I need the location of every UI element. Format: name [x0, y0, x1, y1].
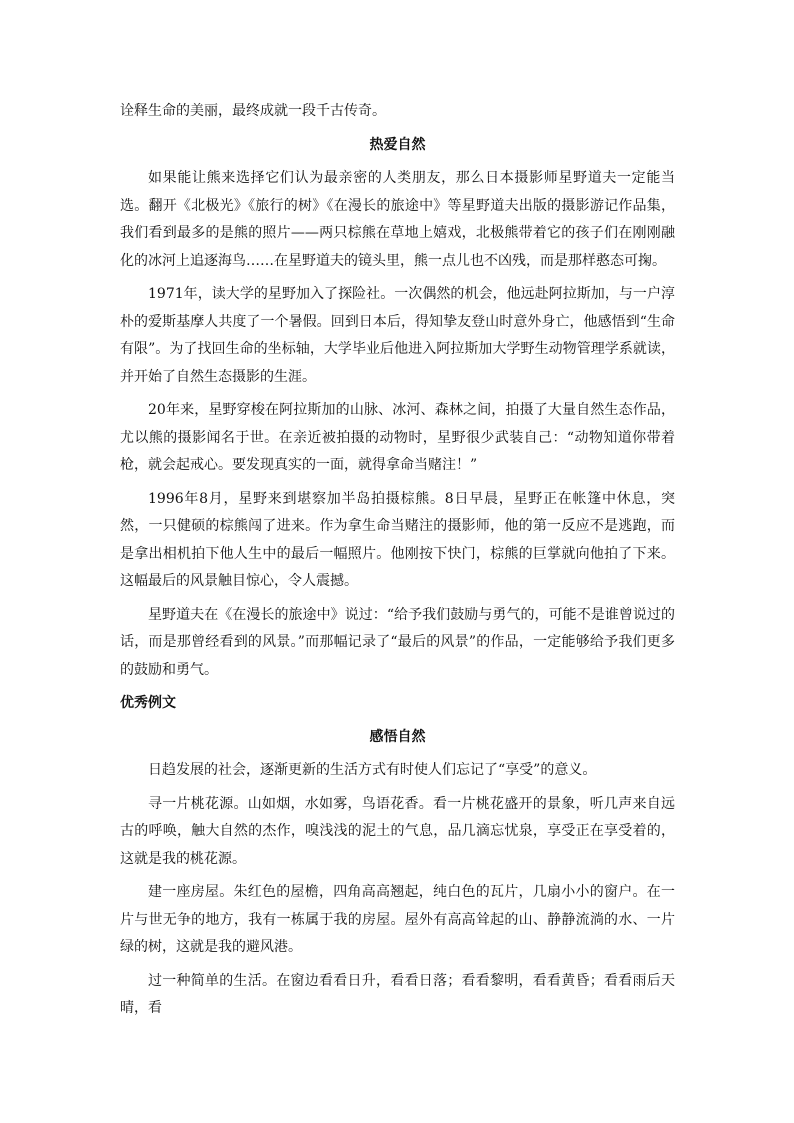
article1-paragraph: 如果能让熊来选择它们认为最亲密的人类朋友，那么日本摄影师星野道夫一定能当选。翻开《北极光》《旅行的树》《在漫长的旅途中》等星野道夫出版的摄影游记作品集，我们看到最多的是熊的照片——两只棕熊在草地上嬉戏，北极熊带着它的孩子们在刚刚融化的冰河上追逐海鸟……在星野道夫的镜头里，熊一点儿也不凶残，而是那样憨态可掬。: [120, 170, 675, 269]
document-page: [120, 98, 675, 1029]
article2-paragraph: 建一座房屋。朱红色的屋檐，四角高高翘起，纯白色的瓦片，几扇小小的窗户。在一片与世无争的地方，我有一栋属于我的房屋。屋外有高高耸起的山、静静流淌的水、一片绿的树，这就是我的避风港。: [120, 884, 675, 955]
article-title-rear-love-nature: 热爱自然: [369, 136, 426, 153]
article1-paragraph: 星野道夫在《在漫长的旅途中》说过：“给予我们鼓励与勇气的，可能不是谁曾说过的话，而是那曾经看到的风景。”而那幅记录了“最后的风景”的作品，一定能够给予我们更多的鼓励和勇气。: [120, 606, 675, 678]
section-label-excellent-essay: 优秀例文: [120, 695, 176, 711]
article1-paragraph: 20年来，星野穿梭在阿拉斯加的山脉、冰河、森林之间，拍摄了大量自然生态作品，尤以熊的摄影闻名于世。在亲近被拍摄的动物时，星野很少武装自己：“动物知道你带着枪，就会起戒心。要发现真实的一面，就得拿命当赌注！”: [120, 402, 675, 473]
intro-line: 诠释生命的美丽，最终成就一段千古传奇。: [120, 103, 386, 119]
article2-paragraph: 日趋发展的社会，逐渐更新的生活方式有时使人们忘记了“享受”的意义。: [148, 762, 597, 778]
article1-paragraph: 1971年，读大学的星野加入了探险社。一次偶然的机会，他远赴阿拉斯加，与一户淳朴的爱斯基摩人共度了一个暑假。回到日本后，得知挚友登山时意外身亡，他感悟到“生命有限”。为了找回生命的坐标轴，大学毕业后他进入阿拉斯加大学野生动物管理学系就读，并开始了自然生态摄影的生涯。: [120, 286, 675, 385]
article-title-feel-nature: 感悟自然: [369, 728, 426, 745]
article2-paragraph: 寻一片桃花源。山如烟，水如雾，鸟语花香。看一片桃花盛开的景象，听几声来自远古的呼唤，触大自然的杰作，嗅浅浅的泥土的气息，品几滴忘忧泉，享受正在享受着的，这就是我的桃花源。: [120, 795, 675, 867]
article1-paragraph: 1996年8月，星野来到堪察加半岛拍摄棕熊。8日早晨，星野正在帐篷中休息，突然，一只健硕的棕熊闯了进来。作为拿生命当赌注的摄影师，他的第一反应不是逃跑，而是拿出相机拍下他人生中的最后一幅照片。他刚按下快门，棕熊的巨掌就向他拍了下来。这幅最后的风景触目惊心，令人震撼。: [120, 490, 675, 589]
article2-paragraph: 过一种简单的生活。在窗边看看日升，看看日落；看看黎明，看看黄昏；看看雨后天晴，看: [120, 972, 675, 1016]
